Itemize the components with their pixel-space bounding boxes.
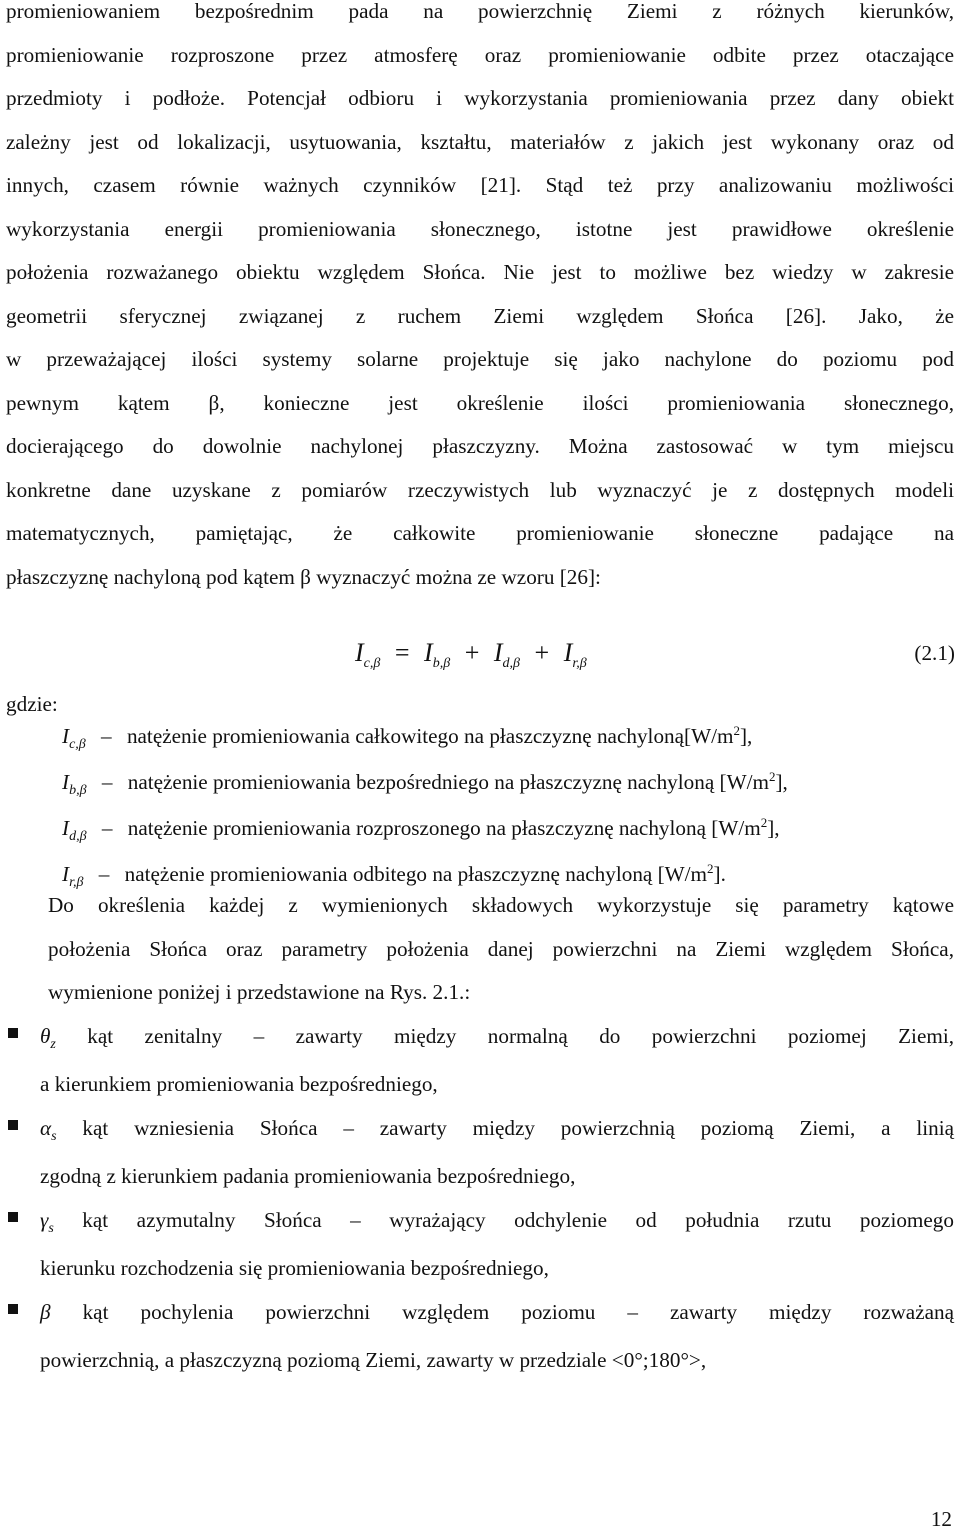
definition-symbol: I bbox=[62, 816, 70, 840]
definition-dash: – bbox=[98, 862, 110, 886]
list-item-line: kąt azymutalny Słońca – wyrażający odchylenie od południa rzutu poziomego bbox=[82, 1208, 954, 1232]
definition-subscript: c,β bbox=[69, 737, 86, 752]
definition-dash: – bbox=[101, 724, 112, 748]
definition-symbol: I bbox=[62, 770, 70, 794]
text-line: położenia Słońca oraz parametry położenia danej powierzchni na Ziemi względem Słońca, bbox=[48, 936, 954, 961]
angle-parameters-list bbox=[0, 1014, 960, 1382]
definition-text: natężenie promieniowania bezpośredniego na płaszczyznę nachyloną [W/m bbox=[127, 770, 769, 794]
definition-item bbox=[62, 759, 942, 805]
text-line bbox=[40, 1014, 954, 1062]
text-line: przedmioty i podłoże. Potencjał odbioru i wykorzystania promieniowania przez dany obiekt bbox=[6, 86, 954, 110]
equation-subscript: c,β bbox=[363, 656, 381, 671]
equation-symbol: I bbox=[424, 638, 433, 667]
equation-operator: + bbox=[464, 638, 480, 667]
equation-symbol: I bbox=[355, 638, 364, 667]
text-line: docierającego do dowolnie nachylonej płaszczyzny. Można zastosować w tym miejscu bbox=[6, 434, 954, 458]
text-line: promieniowaniem bezpośrednim pada na powierzchnię Ziemi z różnych kierunków, bbox=[6, 0, 954, 23]
unit-superscript: 2 bbox=[768, 769, 776, 784]
text-line bbox=[40, 1290, 954, 1338]
equation-subscript: r,β bbox=[572, 656, 587, 671]
definition-symbol: I bbox=[62, 862, 70, 886]
paragraph-intro bbox=[6, 0, 954, 599]
definition-item bbox=[62, 713, 942, 759]
text-line: matematycznych, pamiętając, że całkowite promieniowanie słoneczne padające na bbox=[6, 521, 954, 545]
text-line: zależny jest od lokalizacji, usytuowania, kształtu, materiałów z jakich jest wykonany oraz od bbox=[6, 129, 954, 154]
text-line: innych, czasem równie ważnych czynników [21]. Stąd też przy analizowaniu możliwości bbox=[6, 173, 954, 197]
text-line: a kierunkiem promieniowania bezpośredniego, bbox=[40, 1072, 438, 1096]
text-line: pewnym kątem β, konieczne jest określenie ilości promieniowania słonecznego, bbox=[6, 390, 954, 415]
unit-superscript: 2 bbox=[733, 723, 740, 738]
text-line: wymienione poniżej i przedstawione na Rys. 2.1.: bbox=[48, 980, 471, 1004]
list-item bbox=[0, 1198, 960, 1290]
angle-symbol: β bbox=[40, 1300, 51, 1324]
equation-symbol: I bbox=[493, 638, 503, 667]
square-bullet-icon bbox=[8, 1304, 18, 1314]
page-number: 12 bbox=[930, 1507, 952, 1531]
text-line: geometrii sferycznej związanej z ruchem Ziemi względem Słońca [26]. Jako, że bbox=[6, 303, 954, 328]
text-line: kierunku rozchodzenia się promieniowania bezpośredniego, bbox=[40, 1256, 549, 1280]
angle-subscript: z bbox=[50, 1037, 56, 1052]
equation-symbol: I bbox=[563, 638, 573, 667]
paragraph-parameters bbox=[6, 884, 954, 1015]
text-line: powierzchnią, a płaszczyzną poziomą Ziemi, zawarty w przedziale <0°;180°>, bbox=[40, 1348, 707, 1372]
definition-subscript: b,β bbox=[69, 783, 87, 798]
definition-text: natężenie promieniowania całkowitego na płaszczyznę nachyloną[W/m bbox=[126, 724, 734, 748]
text-line bbox=[40, 1106, 954, 1154]
list-item bbox=[0, 1106, 960, 1198]
text-line: wykorzystania energii promieniowania słonecznego, istotne jest prawidłowe określenie bbox=[6, 216, 954, 241]
text-line bbox=[40, 1198, 954, 1246]
equation-subscript: b,β bbox=[432, 656, 451, 671]
square-bullet-icon bbox=[8, 1120, 18, 1130]
list-item-text bbox=[40, 1198, 954, 1290]
angle-symbol: θ bbox=[40, 1024, 51, 1048]
list-item-text bbox=[40, 1290, 954, 1382]
equation-2-1 bbox=[355, 628, 955, 678]
definition-symbol: I bbox=[62, 724, 70, 748]
square-bullet-icon bbox=[8, 1028, 18, 1038]
text-line: w przeważającej ilości systemy solarne projektuje się jako nachylone do poziomu pod bbox=[6, 347, 954, 371]
definition-dash: – bbox=[101, 770, 113, 794]
unit-superscript: 2 bbox=[760, 815, 768, 830]
text-line: położenia rozważanego obiektu względem Słońca. Nie jest to możliwe bez wiedzy w zakresie bbox=[6, 260, 954, 284]
equation-operator: + bbox=[534, 638, 550, 667]
definition-subscript: d,β bbox=[69, 829, 87, 844]
definition-subscript: r,β bbox=[69, 875, 84, 890]
definition-end: ], bbox=[767, 816, 780, 840]
text-line: promieniowanie rozproszone przez atmosferę oraz promieniowanie odbite przez otaczające bbox=[6, 42, 954, 67]
definitions-list bbox=[62, 713, 942, 897]
square-bullet-icon bbox=[8, 1212, 18, 1222]
list-item-text bbox=[40, 1106, 954, 1198]
list-item-line: kąt zenitalny – zawarty między normalną do powierzchni poziomej Ziemi, bbox=[87, 1024, 955, 1048]
angle-subscript: s bbox=[48, 1221, 54, 1236]
text-line: zgodną z kierunkiem padania promieniowania bezpośredniego, bbox=[40, 1164, 576, 1188]
definition-end: ]. bbox=[713, 862, 726, 886]
angle-subscript: s bbox=[51, 1129, 57, 1144]
list-item bbox=[0, 1014, 960, 1106]
unit-superscript: 2 bbox=[707, 861, 714, 876]
definition-end: ], bbox=[739, 724, 753, 748]
equation-subscript: d,β bbox=[502, 656, 521, 671]
definition-item bbox=[62, 805, 942, 851]
equation-operator: = bbox=[394, 638, 410, 667]
text-line: Do określenia każdej z wymienionych składowych wykorzystuje się parametry kątowe bbox=[48, 893, 954, 917]
list-item-line: kąt pochylenia powierzchni względem poziomu – zawarty między rozważaną bbox=[82, 1300, 954, 1324]
list-item-line: kąt wzniesienia Słońca – zawarty między powierzchnią poziomą Ziemi, a linią bbox=[82, 1116, 955, 1140]
text-line: płaszczyznę nachyloną pod kątem β wyznaczyć można ze wzoru [26]: bbox=[6, 564, 601, 589]
text-line: konkretne dane uzyskane z pomiarów rzeczywistych lub wyznaczyć je z dostępnych modeli bbox=[6, 477, 954, 502]
list-item-text bbox=[40, 1014, 954, 1106]
definition-text: natężenie promieniowania rozproszonego na płaszczyznę nachyloną [W/m bbox=[127, 816, 761, 840]
definition-dash: – bbox=[101, 816, 113, 840]
angle-symbol: γ bbox=[40, 1208, 49, 1232]
definition-end: ], bbox=[775, 770, 788, 794]
where-label: gdzie: bbox=[6, 692, 58, 716]
definition-text: natężenie promieniowania odbitego na płaszczyznę nachyloną [W/m bbox=[124, 862, 708, 886]
equation-number: (2.1) bbox=[914, 641, 955, 665]
list-item bbox=[0, 1290, 960, 1382]
angle-symbol: α bbox=[40, 1116, 52, 1140]
